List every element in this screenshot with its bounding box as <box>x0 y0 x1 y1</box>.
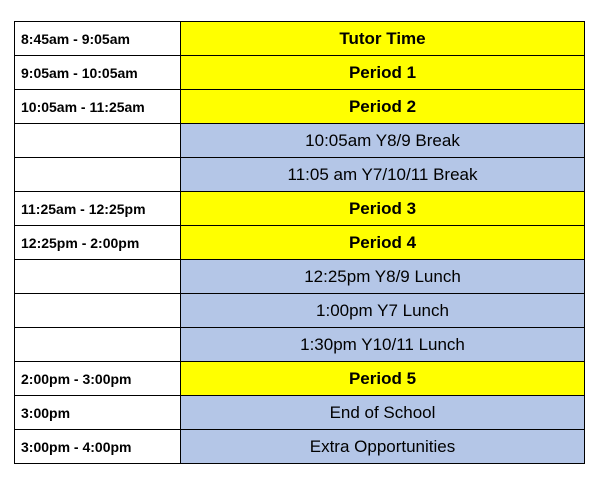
table-row <box>15 362 585 396</box>
table-row <box>15 192 585 226</box>
table-row <box>15 22 585 56</box>
lunch-cell: 12:25pm Y8/9 Lunch <box>181 260 585 294</box>
time-cell: 3:00pm - 4:00pm <box>15 430 181 464</box>
time-cell: 10:05am - 11:25am <box>15 90 181 124</box>
time-cell-empty <box>15 260 181 294</box>
extra-opportunities-cell: Extra Opportunities <box>181 430 585 464</box>
table-row <box>15 294 585 328</box>
table-row <box>15 260 585 294</box>
period-cell: Period 4 <box>181 226 585 260</box>
period-cell: Period 5 <box>181 362 585 396</box>
time-cell-empty <box>15 124 181 158</box>
table-row <box>15 396 585 430</box>
school-day-timetable <box>14 21 585 464</box>
lunch-cell: 1:00pm Y7 Lunch <box>181 294 585 328</box>
period-cell: Tutor Time <box>181 22 585 56</box>
table-row <box>15 124 585 158</box>
time-cell: 8:45am - 9:05am <box>15 22 181 56</box>
time-cell: 3:00pm <box>15 396 181 430</box>
end-of-school-cell: End of School <box>181 396 585 430</box>
time-cell-empty <box>15 294 181 328</box>
break-cell: 11:05 am Y7/10/11 Break <box>181 158 585 192</box>
table-row <box>15 226 585 260</box>
table-row <box>15 158 585 192</box>
period-cell: Period 2 <box>181 90 585 124</box>
table-row <box>15 90 585 124</box>
time-cell-empty <box>15 158 181 192</box>
period-cell: Period 3 <box>181 192 585 226</box>
break-cell: 10:05am Y8/9 Break <box>181 124 585 158</box>
time-cell: 2:00pm - 3:00pm <box>15 362 181 396</box>
period-cell: Period 1 <box>181 56 585 90</box>
time-cell: 12:25pm - 2:00pm <box>15 226 181 260</box>
table-row <box>15 56 585 90</box>
table-row <box>15 328 585 362</box>
table-row <box>15 430 585 464</box>
time-cell-empty <box>15 328 181 362</box>
time-cell: 9:05am - 10:05am <box>15 56 181 90</box>
time-cell: 11:25am - 12:25pm <box>15 192 181 226</box>
lunch-cell: 1:30pm Y10/11 Lunch <box>181 328 585 362</box>
